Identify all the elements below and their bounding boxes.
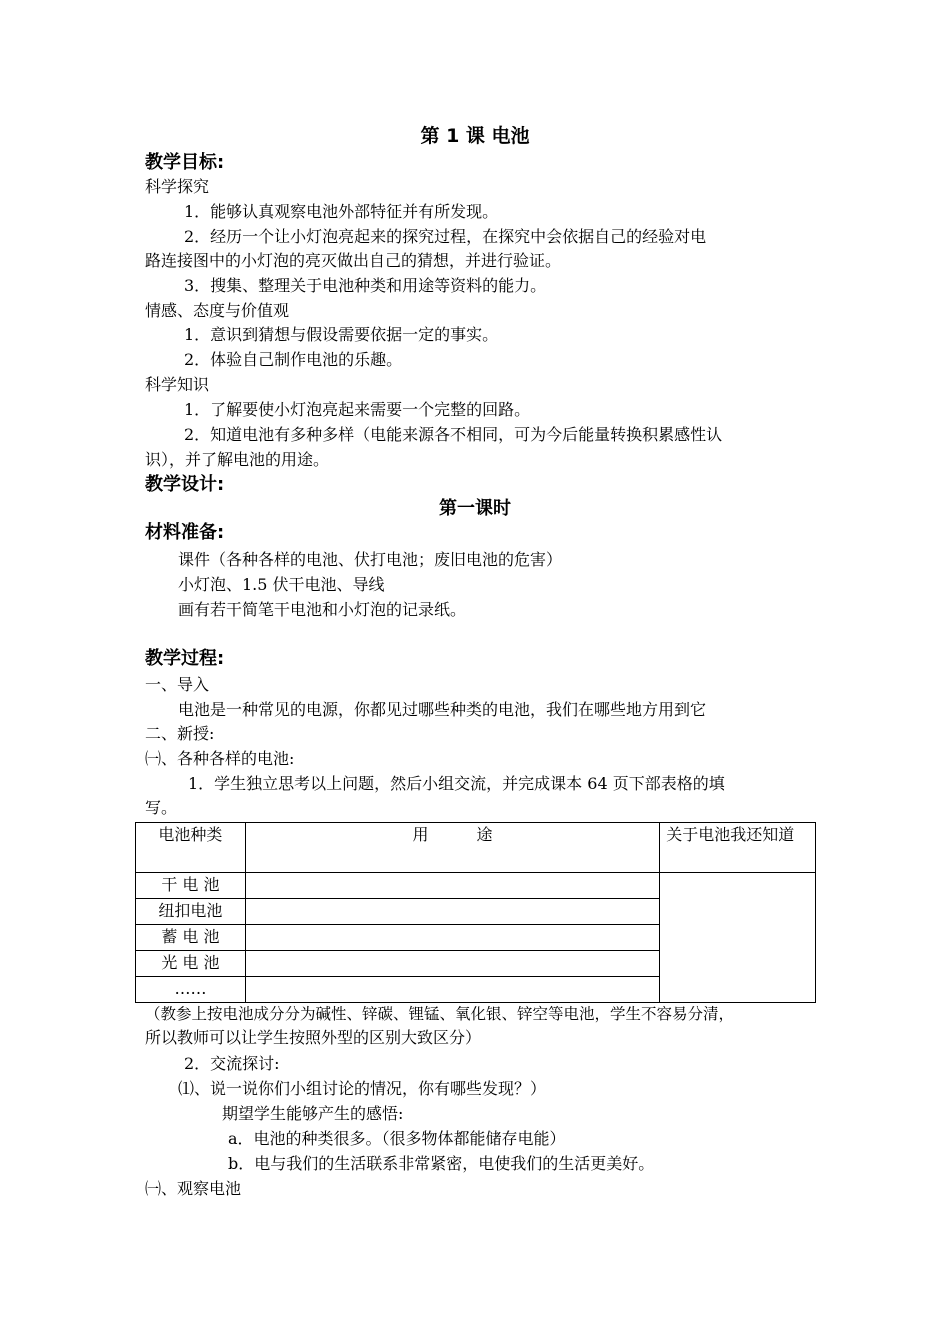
intro-label: 一、导入 [145,675,210,694]
row-type: …… [136,977,246,1003]
subsection-2: ㈠、观察电池 [145,1179,242,1198]
knowledge-item-1: 1．了解要使小灯泡亮起来需要一个完整的回路。 [184,400,531,419]
row-use-cell [245,925,659,951]
question-1: ⑴、说一说你们小组讨论的情况，你有哪些发现？） [178,1079,547,1098]
subsection-1: ㈠、各种各样的电池: [145,749,295,768]
row-use-cell [245,899,659,925]
step1-text-cont: 写。 [145,798,178,817]
step2-label: 2．交流探讨: [184,1054,280,1073]
notes-cell [660,873,816,1003]
material-2: 小灯泡、1.5 伏干电池、导线 [178,575,385,594]
inquiry-label: 科学探究 [145,177,210,196]
inquiry-item-3: 3．搜集、整理关于电池种类和用途等资料的能力。 [184,276,547,295]
header-use: 用 途 [245,823,659,873]
expectation-b: b．电与我们的生活联系非常紧密，电使我们的生活更美好。 [228,1154,655,1173]
new-label: 二、新授: [145,724,215,743]
material-1: 课件（各种各样的电池、伏打电池；废旧电池的危害） [178,550,563,569]
table-header-row [136,823,816,873]
row-type: 纽扣电池 [136,899,246,925]
attitude-item-1: 1．意识到猜想与假设需要依据一定的事实。 [184,325,499,344]
process-heading: 教学过程: [145,648,225,669]
teacher-note-cont: 所以教师可以让学生按照外型的区别大致区分） [145,1028,482,1047]
battery-table [135,822,816,1003]
row-type: 光 电 池 [136,951,246,977]
row-type: 蓄 电 池 [136,925,246,951]
header-notes: 关于电池我还知道 [660,823,816,873]
row-use-cell [245,977,659,1003]
material-3: 画有若干简笔干电池和小灯泡的记录纸。 [178,600,467,619]
knowledge-item-2: 2．知道电池有多种多样（电能来源各不相同，可为今后能量转换积累感性认 [184,425,723,444]
knowledge-label: 科学知识 [145,375,210,394]
header-type: 电池种类 [136,823,246,873]
expectation-a: a．电池的种类很多。（很多物体都能储存电能） [228,1129,566,1148]
lesson-period: 第一课时 [439,498,511,519]
step1-text: 1．学生独立思考以上问题，然后小组交流，并完成课本 64 页下部表格的填 [188,774,725,793]
inquiry-item-1: 1．能够认真观察电池外部特征并有所发现。 [184,202,499,221]
attitude-label: 情感、态度与价值观 [145,301,290,320]
row-use-cell [245,873,659,899]
inquiry-item-2: 2．经历一个让小灯泡亮起来的探究过程，在探究中会依据自己的经验对电 [184,227,707,246]
inquiry-item-2-cont: 路连接图中的小灯泡的亮灭做出自己的猜想，并进行验证。 [145,251,562,270]
attitude-item-2: 2．体验自己制作电池的乐趣。 [184,350,403,369]
goals-heading: 教学目标: [145,152,225,173]
table-row [136,873,816,899]
knowledge-item-2-cont: 识），并了解电池的用途。 [145,450,330,469]
materials-heading: 材料准备: [145,522,225,543]
lesson-title: 第 1 课 电池 [420,125,530,147]
row-use-cell [245,951,659,977]
design-heading: 教学设计: [145,474,225,495]
intro-text: 电池是一种常见的电源，你都见过哪些种类的电池，我们在哪些地方用到它 [178,700,707,719]
row-type: 干 电 池 [136,873,246,899]
expectation-label: 期望学生能够产生的感悟: [222,1104,404,1123]
teacher-note: （教参上按电池成分分为碱性、锌碳、锂锰、氧化银、锌空等电池，学生不容易分清， [145,1005,735,1023]
